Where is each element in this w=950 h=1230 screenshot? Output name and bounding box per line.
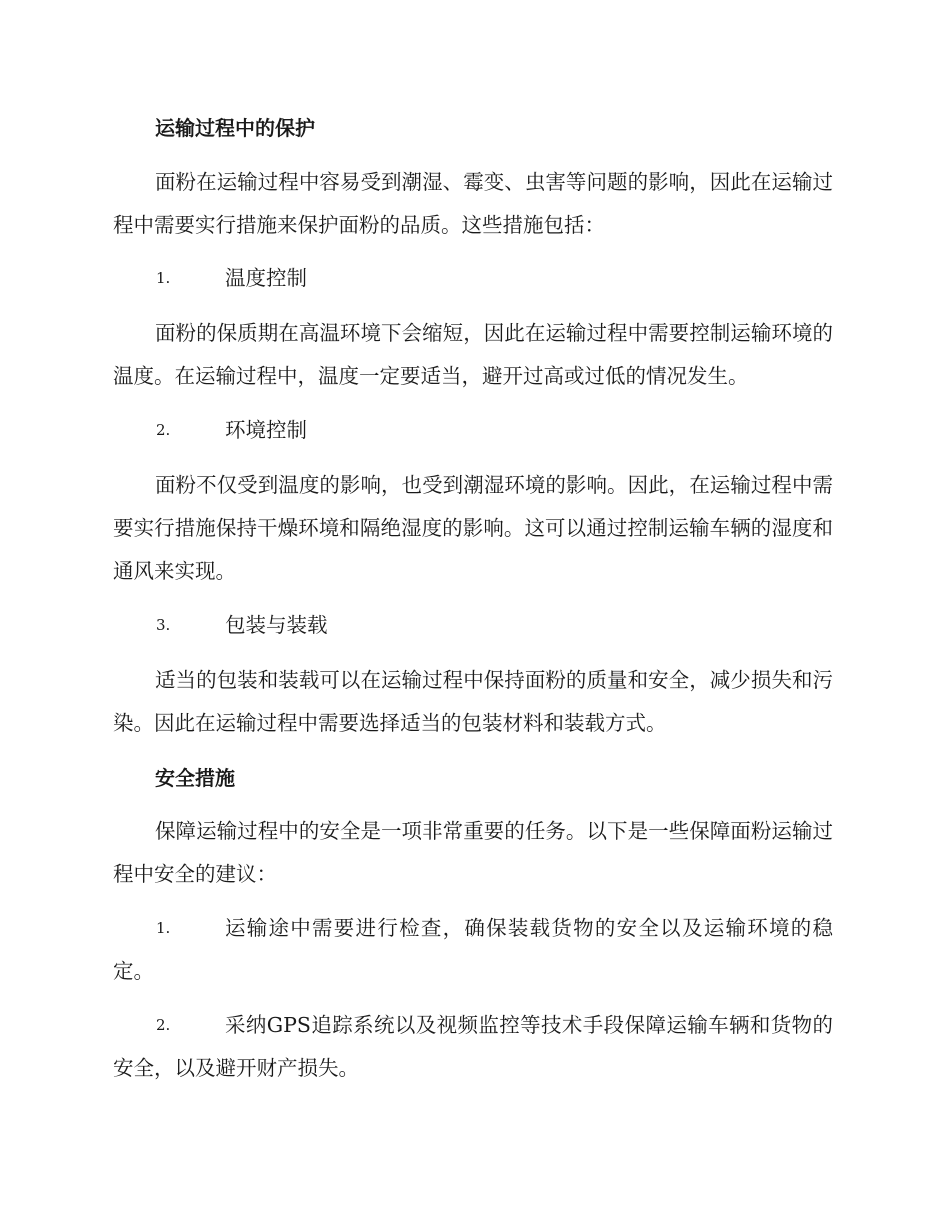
item-number: 2. <box>156 1016 171 1034</box>
numbered-item-environment <box>113 409 833 452</box>
item-text: 采纳GPS追踪系统以及视频监控等技术手段保障运输车辆和货物的安全，以及避开财产损失。 <box>113 1013 833 1080</box>
item-title: 环境控制 <box>225 418 307 442</box>
item-number: 2. <box>156 421 171 439</box>
numbered-item-inspection <box>113 907 833 993</box>
item-number: 1. <box>156 269 171 287</box>
numbered-item-packaging <box>113 604 833 647</box>
section-heading-safety-measures: 安全措施 <box>155 766 235 790</box>
item-title: 包装与装载 <box>225 613 328 637</box>
section-intro-paragraph: 保障运输过程中的安全是一项非常重要的任务。以下是一些保障面粉运输过程中安全的建议： <box>113 819 833 886</box>
item-body-paragraph: 面粉的保质期在高温环境下会缩短，因此在运输过程中需要控制运输环境的温度。在运输过程中，温度一定要适当，避开过高或过低的情况发生。 <box>113 321 833 388</box>
item-body-paragraph: 适当的包装和装载可以在运输过程中保持面粉的质量和安全，减少损失和污染。因此在运输过程中需要选择适当的包装材料和装载方式。 <box>113 668 833 735</box>
numbered-item-temperature <box>113 257 833 300</box>
item-number: 1. <box>156 919 171 937</box>
item-text: 运输途中需要进行检查，确保装载货物的安全以及运输环境的稳定。 <box>113 916 833 983</box>
section-heading-transport-protection: 运输过程中的保护 <box>155 116 315 140</box>
numbered-item-gps-monitoring <box>113 1004 833 1090</box>
item-title: 温度控制 <box>225 266 307 290</box>
item-body-paragraph: 面粉不仅受到温度的影响，也受到潮湿环境的影响。因此，在运输过程中需要实行措施保持干燥环境和隔绝湿度的影响。这可以通过控制运输车辆的湿度和通风来实现。 <box>113 473 833 583</box>
section-intro-paragraph: 面粉在运输过程中容易受到潮湿、霉变、虫害等问题的影响，因此在运输过程中需要实行措施来保护面粉的品质。这些措施包括： <box>113 170 833 237</box>
item-number: 3. <box>156 616 171 634</box>
